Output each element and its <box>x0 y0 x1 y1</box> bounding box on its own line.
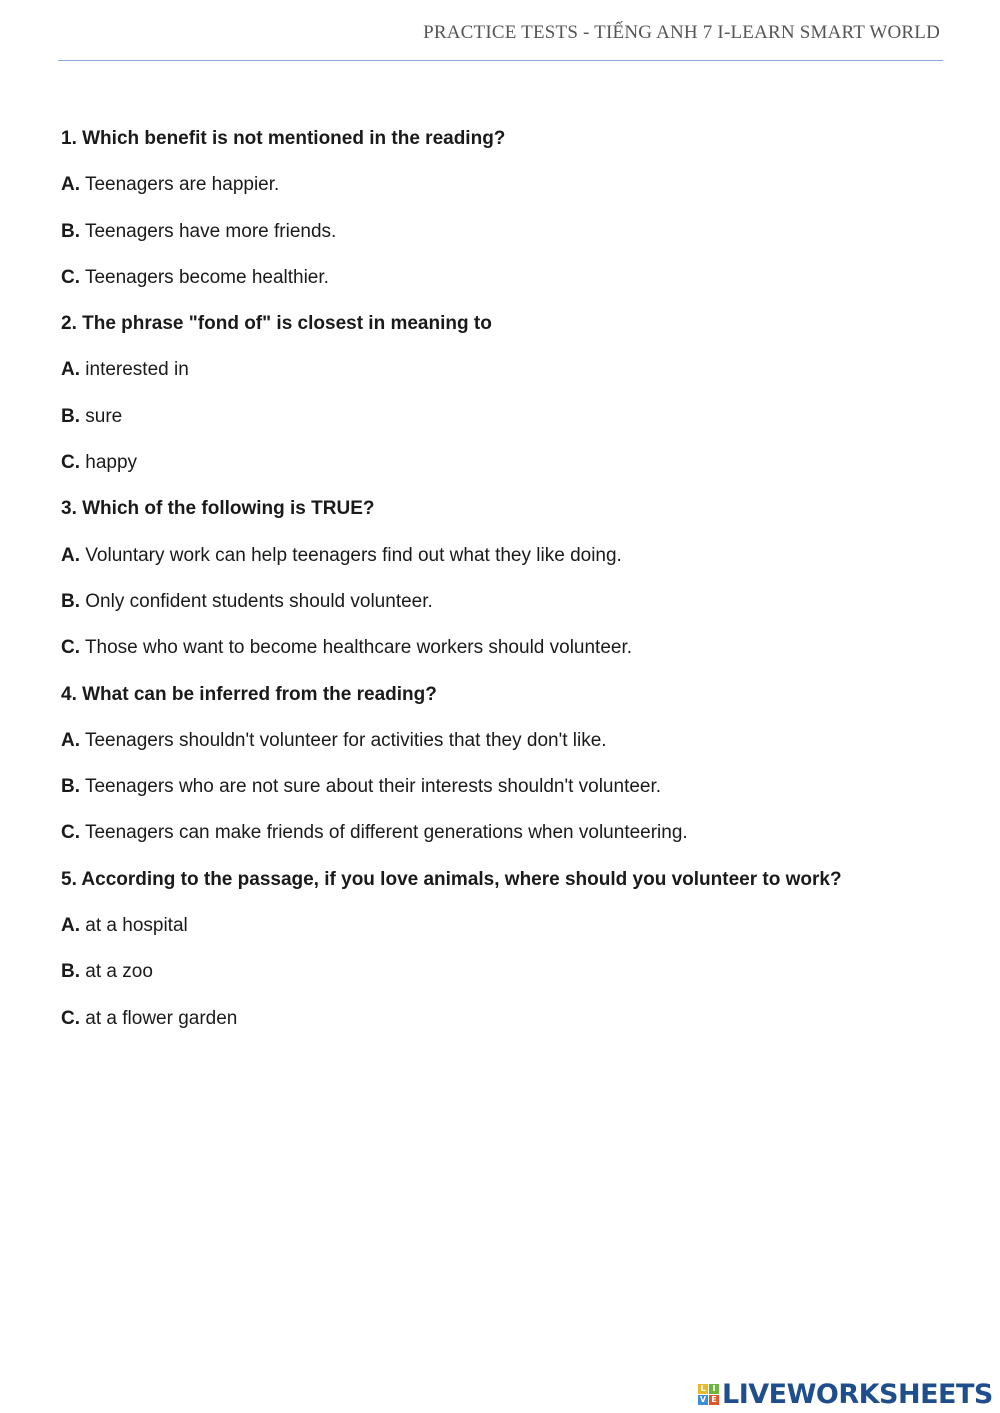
option-text: sure <box>85 405 123 427</box>
option-letter: C. <box>61 266 80 288</box>
question-2-option-a[interactable] <box>61 359 941 405</box>
page-header-title: PRACTICE TESTS - TIẾNG ANH 7 I-LEARN SMART WORLD <box>423 22 940 43</box>
question-1-option-b[interactable] <box>61 221 941 267</box>
option-text: Teenagers can make friends of different generations when volunteering. <box>84 822 688 844</box>
question-4-option-a[interactable] <box>61 730 941 776</box>
option-text: Teenagers become healthier. <box>84 266 329 288</box>
option-letter: A. <box>61 174 80 196</box>
question-5-option-b[interactable] <box>61 961 941 1007</box>
question-5-option-c[interactable] <box>61 1008 941 1054</box>
option-letter: B. <box>61 961 80 983</box>
header-divider <box>58 60 943 61</box>
question-2-option-b[interactable] <box>61 406 941 452</box>
liveworksheets-logo-icon <box>698 1384 719 1405</box>
question-5-option-a[interactable] <box>61 915 941 961</box>
option-letter: A. <box>61 915 80 937</box>
question-1-option-a[interactable] <box>61 174 941 220</box>
option-text: interested in <box>85 359 189 381</box>
question-3-option-a[interactable] <box>61 545 941 591</box>
option-text: Teenagers shouldn't volunteer for activities that they don't like. <box>84 729 607 751</box>
option-text: Teenagers have more friends. <box>84 220 337 242</box>
question-3-option-c[interactable] <box>61 637 941 683</box>
liveworksheets-logo <box>698 1378 993 1410</box>
option-letter: B. <box>61 405 80 427</box>
option-letter: A. <box>61 359 80 381</box>
option-letter: C. <box>61 637 80 659</box>
question-2: 2. The phrase "fond of" is closest in meaning to <box>61 313 492 335</box>
option-text: Only confident students should volunteer. <box>85 590 433 612</box>
liveworksheets-logo-text: LIVEWORKSHEETS <box>722 1378 993 1410</box>
question-2-option-c[interactable] <box>61 452 941 498</box>
option-text: Those who want to become healthcare workers should volunteer. <box>84 637 633 659</box>
logo-mark-tile: I <box>709 1384 719 1394</box>
option-letter: B. <box>61 590 80 612</box>
logo-mark-tile: E <box>709 1395 719 1405</box>
question-4: 4. What can be inferred from the reading? <box>61 683 437 705</box>
question-1: 1. Which benefit is not mentioned in the reading? <box>61 128 506 149</box>
question-3: 3. Which of the following is TRUE? <box>61 498 375 520</box>
question-5: 5. According to the passage, if you love animals, where should you volunteer to work? <box>61 868 842 890</box>
option-letter: C. <box>61 822 80 844</box>
option-letter: C. <box>61 452 80 474</box>
question-1-option-c[interactable] <box>61 267 941 313</box>
option-letter: B. <box>61 776 80 798</box>
question-4-option-c[interactable] <box>61 822 941 868</box>
option-text: Teenagers who are not sure about their interests shouldn't volunteer. <box>84 776 662 798</box>
logo-mark-tile: V <box>699 1394 707 1404</box>
option-text: at a flower garden <box>85 1007 238 1029</box>
option-letter: C. <box>61 1007 80 1029</box>
question-3-option-b[interactable] <box>61 591 941 637</box>
option-text: Voluntary work can help teenagers find out what they like doing. <box>85 544 622 566</box>
logo-mark-tile: L <box>698 1384 708 1394</box>
question-list <box>61 128 941 1054</box>
question-4-option-b[interactable] <box>61 776 941 822</box>
option-text: Teenagers are happier. <box>84 174 280 196</box>
option-text: at a zoo <box>85 961 153 983</box>
option-text: at a hospital <box>85 915 188 937</box>
option-letter: A. <box>61 544 80 566</box>
option-letter: A. <box>61 729 80 751</box>
option-text: happy <box>85 452 138 474</box>
option-letter: B. <box>61 220 80 242</box>
